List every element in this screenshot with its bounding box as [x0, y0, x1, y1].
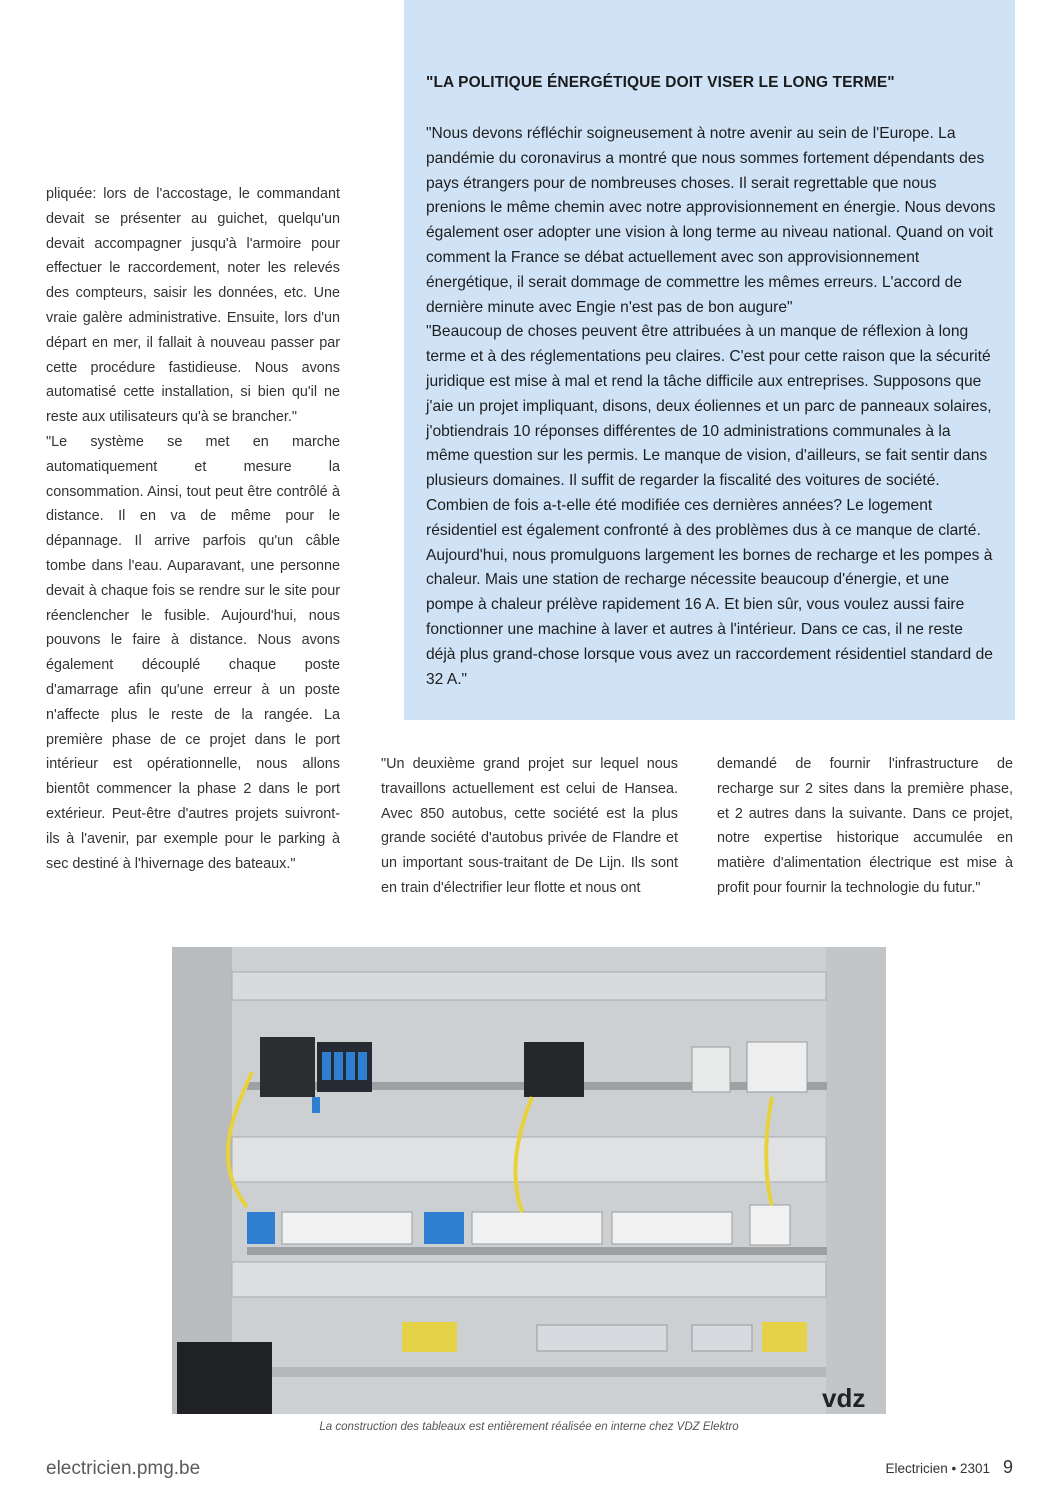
- left-column: [46, 182, 340, 876]
- body-paragraph: pliquée: lors de l'accostage, le commandant devait se présenter au guichet, quelqu'un devait accompagner jusqu'à l'armoire pour effectuer le raccordement, noter les relevés des compteurs, saisir les données, etc. Une vraie galère administrative. Ensuite, lors d'un départ en mer, il fallait à nouveau passer par cette procédure fastidieuse. Nous avons automatisé cette installation, si bien qu'il ne reste aux utilisateurs qu'à se brancher.": [46, 186, 340, 426]
- vdz-watermark: vdz: [822, 1383, 866, 1413]
- footer-url[interactable]: electricien.pmg.be: [46, 1458, 201, 1479]
- switchboard-illustration: [172, 947, 886, 1414]
- sidebar-body: [426, 122, 996, 692]
- body-paragraph: "Le système se met en marche automatiquement et mesure la consommation. Ainsi, tout peut être contrôlé à distance. Il en va de même pour le dépannage. Il arrive parfois qu'un câble tombe dans l'eau. Auparavant, une personne devait à chaque fois se rendre sur le site pour réenclencher le fusible. Aujourd'hui, nous pouvons le faire à distance. Nous avons également découplé chaque poste d'amarrage afin qu'une erreur à un poste n'affecte plus le reste de la rangée. La première phase de ce projet dans le port intérieur est opérationnelle, nous allons bientôt commencer la phase 2 dans le port extérieur. Peut-être d'autres projets suivront-ils à l'avenir, par exemple pour le parking à sec destiné à l'hivernage des bateaux.": [46, 433, 340, 872]
- page-number: 9: [1002, 1457, 1013, 1477]
- middle-column: "Un deuxième grand projet sur lequel nous travaillons actuellement est celui de Hansea. Avec 850 autobus, cette société est la plus grande société d'autobus privée de Flandre et un important sous-traitant de De Lijn. Ils sont en train d'électrifier leur flotte et nous ont: [381, 756, 678, 896]
- sidebar-paragraph: "Nous devons réfléchir soigneusement à notre avenir au sein de l'Europe. La pandémie du coronavirus a montré que nous sommes fortement dépendants des pays étrangers pour de nombreuses choses. Il serait regrettable que nous prenions le même chemin avec notre approvisionnement en énergie. Nous devons également oser adopter une vision à long terme au niveau national. Quand on voit comment la France se débat actuellement avec son approvisionnement énergétique, il serait dommage de commettre les mêmes erreurs. L'accord de dernière minute avec Engie n'est pas de bon augure": [426, 125, 996, 316]
- photo-caption: La construction des tableaux est entièrement réalisée en interne chez VDZ Elektro: [319, 1421, 739, 1433]
- sidebar-title: "LA POLITIQUE ÉNERGÉTIQUE DOIT VISER LE LONG TERME": [426, 74, 895, 91]
- footer-magazine: Electricien • 2301: [885, 1461, 990, 1476]
- sidebar-paragraph: "Beaucoup de choses peuvent être attribuées à un manque de réflexion à long terme et à des réglementations peu claires. C'est pour cette raison que la sécurité juridique est mise à mal et rend la tâche difficile aux entreprises. Supposons que j'aie un projet impliquant, disons, deux éoliennes et un parc de panneaux solaires, j'obtiendrais 10 réponses différentes de 10 administrations communales à la même question sur les permis. Le manque de vision, d'ailleurs, se fait sentir dans plusieurs domaines. Il suffit de regarder la fiscalité des voitures de société. Combien de fois a-t-elle été modifiée ces dernières années? Le logement résidentiel est également confronté à des problèmes dus à ce manque de clarté. Aujourd'hui, nous promulguons largement les bornes de recharge et les pompes à chaleur. Mais une station de recharge nécessite beaucoup d'énergie, et une pompe à chaleur prélève rapidement 16 A. Et bien sûr, vous voulez aussi faire fonctionner une machine à laver et autres à l'intérieur. Dans ce cas, il ne reste déjà plus grand-chose lorsque vous avez un raccordement résidentiel standard de 32 A.": [426, 323, 993, 688]
- right-column: demandé de fournir l'infrastructure de recharge sur 2 sites dans la première phase, et 2 autres dans la suivante. Dans ce projet, notre expertise historique accumulée en matière d'alimentation électrique est mise à profit pour fournir la technologie du futur.": [717, 756, 1013, 896]
- switchboard-photo: [172, 947, 886, 1414]
